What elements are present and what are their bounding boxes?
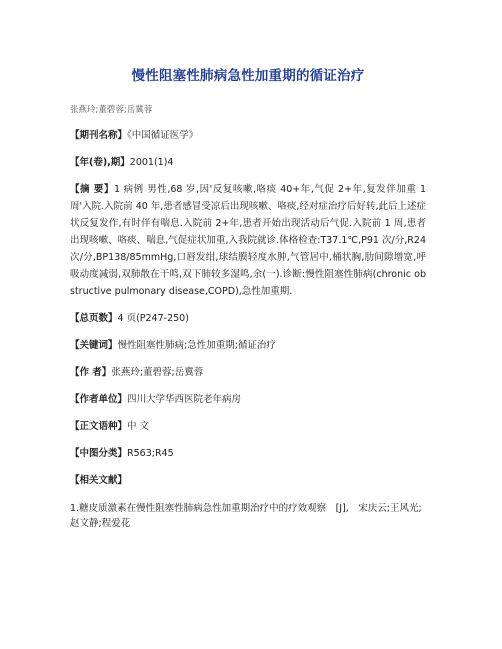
field-related-literature — [70, 472, 426, 489]
field-label-keywords: 【关键词】 — [70, 340, 118, 351]
field-keywords — [70, 337, 426, 354]
field-label-unit: 【作者单位】 — [70, 394, 128, 405]
field-value-keywords: 慢性阻塞性肺病;急性加重期;循证治疗 — [117, 340, 276, 351]
field-label-abstract: 【摘 要】 — [70, 184, 115, 195]
field-value-author: 张燕玲;董碧蓉;岳冀蓉 — [111, 367, 204, 378]
field-value-journal: 《中国循证医学》 — [127, 130, 199, 141]
author-list: 张燕玲;董碧蓉;岳冀蓉 — [70, 105, 153, 115]
field-label-year: 【年(卷),期】 — [70, 157, 130, 168]
reference-item[interactable]: 1.糖皮质激素在慢性阻塞性肺病急性加重期治疗中的疗效观察 [J], 宋庆云;王风光;赵文静;程爱花 — [70, 503, 422, 529]
field-year-volume-issue — [70, 154, 426, 171]
field-value-class: R563;R45 — [127, 448, 174, 459]
reference-list — [70, 501, 426, 531]
field-page-count — [70, 310, 426, 327]
field-author-unit — [70, 391, 426, 408]
field-value-abstract: 1 病例 男性,68 岁,因'反复咳嗽,咯痰 40+年,气促 2+年,复发伴加重 1 周'入院.入院前 40 年,患者感冒受凉后出现咳嗽、咯痰,经对症治疗后好转,此后上述症状反复发作,有时伴有喘息.入院前 2+年,患者开始出现活动后气促.入院前 1 周,患者出现咳嗽、咯痰、喘息,气促症状加重,入我院就诊.体格检查:T37.1℃,P91 次/分,R24 次/分,BP138/85mmHg,口唇发绀,球结膜轻度水肿,气管居中,桶状胸,肋间隙增宽,呼吸动度减弱,双肺散在干鸣,双下肺较多湿鸣,余(一).诊断:慢性阻塞性肺病(chronic obstructive pulmonary disease,COPD),急性加重期. — [70, 184, 427, 297]
field-label-journal: 【期刊名称】 — [70, 130, 128, 141]
field-label-class: 【中图分类】 — [70, 448, 128, 459]
field-value-pages: 4 页(P247-250) — [117, 313, 189, 324]
field-journal — [70, 127, 426, 144]
field-value-unit: 四川大学华西医院老年病房 — [127, 394, 242, 405]
field-label-lang: 【正文语种】 — [70, 421, 128, 432]
field-label-related: 【相关文献】 — [70, 475, 128, 486]
article-title: 慢性阻塞性肺病急性加重期的循证治疗 — [131, 68, 365, 84]
field-value-year: 2001(1)4 — [129, 157, 174, 168]
field-value-lang: 中 文 — [127, 421, 150, 432]
field-author — [70, 364, 426, 381]
field-label-author: 【作 者】 — [70, 367, 112, 378]
field-language — [70, 418, 426, 435]
field-label-pages: 【总页数】 — [70, 313, 118, 324]
field-classification — [70, 445, 426, 462]
field-abstract — [70, 181, 426, 300]
